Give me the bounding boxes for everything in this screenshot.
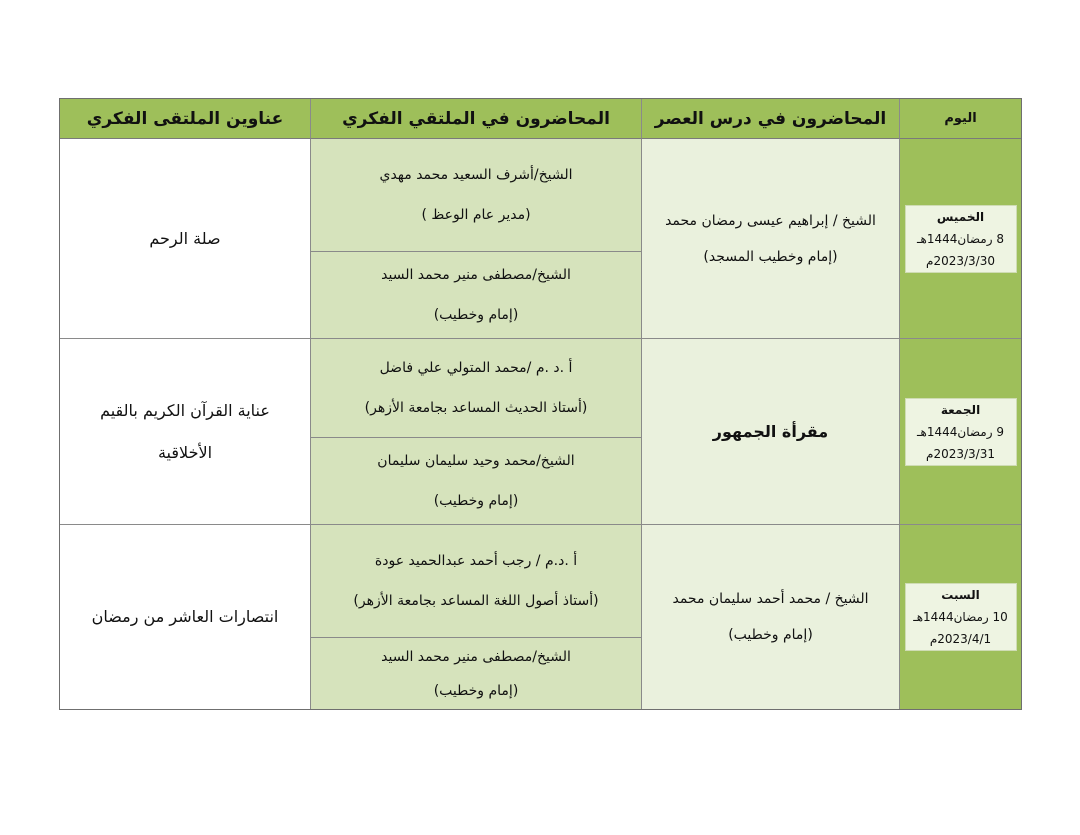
row-1-day-name: الخميس [936,209,985,224]
row-2-lecturer-2-name: الشيخ/محمد وحيد سليمان سليمان [377,453,575,469]
row-1-gregorian-date: 2023/3/30م [926,253,995,268]
row-1-asr-name: الشيخ / إبراهيم عيسى رمضان محمد [665,212,876,229]
row-1-lecturer-1-role: (مدير عام الوعظ ) [421,207,531,223]
row-2-lecturer-1-name: أ .د .م /محمد المتولي علي فاضل [379,360,573,376]
row-3-lecturer-1-role: (أستاذ أصول اللغة المساعد بجامعة الأزهر) [353,593,599,609]
row-3-gregorian-date: 2023/4/1م [929,632,992,646]
row-1-hijri-date: 8 رمضان1444هـ [917,231,1004,246]
row-1-lecturer-2-name: الشيخ/مصطفى منير محمد السيد [381,267,571,283]
row-2-lecturer-1-cell [311,339,642,438]
row-3-day-cell [900,525,1021,709]
row-1-lecturer-1-cell [311,139,642,252]
header-asr: المحاضرون في درس العصر [642,99,900,139]
row-3-lecturer-1-name: أ .د.م / رجب أحمد عبدالحميد عودة [374,553,578,569]
header-titles: عناوين الملتقى الفكري [60,99,311,139]
row-2-lecturer-1-role: (أستاذ الحديث المساعد بجامعة الأزهر) [364,400,588,416]
row-3-asr-cell [642,525,900,709]
row-1-title: صلة الرحم [149,228,221,248]
row-2-title-cell [60,339,311,525]
row-3-title: انتصارات العاشر من رمضان [91,607,279,626]
row-3-lecturer-1-cell [311,525,642,638]
row-2-gregorian-date: 2023/3/31م [926,446,995,461]
row-2-lecturer-2-cell [311,438,642,525]
row-1-lecturer-2-role: (إمام وخطيب) [433,307,519,323]
row-2-day-cell [900,339,1021,525]
row-2-title-line-1: عناية القرآن الكريم بالقيم [100,400,270,420]
row-1-lecturer-2-cell [311,252,642,339]
row-1-asr-cell [642,139,900,339]
row-1-day-box [905,205,1017,273]
row-2-hijri-date: 9 رمضان1444هـ [917,424,1004,439]
row-1-lecturer-1-name: الشيخ/أشرف السعيد محمد مهدي [379,167,573,183]
row-2-asr-name: مقرأة الجمهور [712,421,829,441]
schedule-table [59,98,1022,710]
row-2-lecturer-2-role: (إمام وخطيب) [433,493,519,509]
row-3-asr-role: (إمام وخطيب) [728,627,813,643]
row-3-lecturer-2-name: الشيخ/مصطفى منير محمد السيد [381,648,571,665]
row-3-day-name: السبت [941,588,980,602]
header-day: اليوم [900,99,1021,139]
row-3-title-cell [60,525,311,709]
row-1-asr-role: (إمام وخطيب المسجد) [703,248,838,265]
row-3-day-box [905,583,1017,651]
row-3-hijri-date: 10 رمضان1444هـ [913,610,1008,624]
row-2-asr-cell [642,339,900,525]
header-lecturers: المحاضرون في الملتقي الفكري [311,99,642,139]
row-3-asr-name: الشيخ / محمد أحمد سليمان محمد [672,591,869,607]
row-3-lecturer-2-role: (إمام وخطيب) [433,682,519,699]
row-2-title-line-2: الأخلاقية [157,442,213,462]
row-2-day-name: الجمعة [940,402,981,417]
row-2-day-box [905,398,1017,466]
row-3-lecturer-2-cell [311,638,642,709]
row-1-day-cell [900,139,1021,339]
row-1-title-cell [60,139,311,339]
